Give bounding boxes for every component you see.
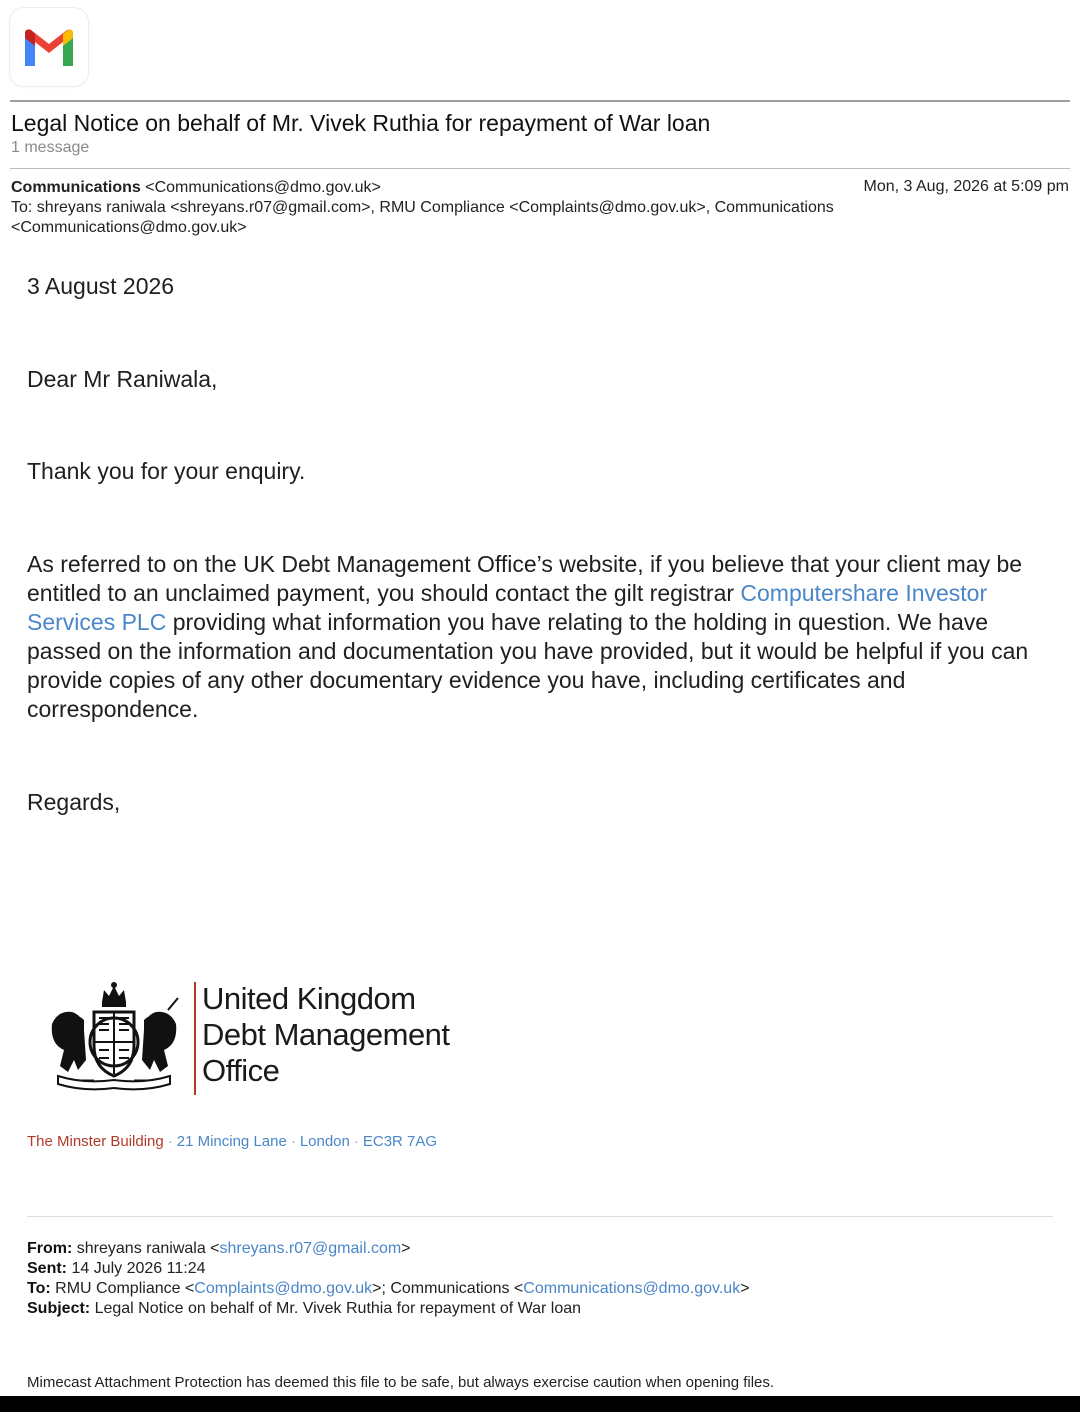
dmo-signature: [44, 980, 484, 1100]
gmail-logo-icon: [21, 26, 77, 68]
fwd-to-line: [27, 1279, 750, 1299]
fwd-sent-label: Sent:: [27, 1260, 67, 1277]
letter-thanks: Thank you for your enquiry.: [27, 458, 306, 484]
fwd-subject-value: Legal Notice on behalf of Mr. Vivek Ruthia for repayment of War loan: [94, 1300, 582, 1317]
sender-email: <Communications@dmo.gov.uk>: [145, 179, 381, 196]
fwd-to-email-2-link[interactable]: Communications@dmo.gov.uk: [523, 1280, 741, 1297]
fwd-to-close: >: [740, 1280, 750, 1297]
message-count: 1 message: [11, 139, 90, 156]
fwd-subject-label: Subject:: [27, 1300, 91, 1317]
dmo-address: [27, 1133, 437, 1150]
recipients-line-1: To: shreyans raniwala <shreyans.r07@gmail.com>, RMU Compliance <Complaints@dmo.gov.uk>, Communications: [11, 199, 834, 216]
fwd-to-name-2: >; Communications <: [372, 1280, 524, 1297]
address-city[interactable]: London: [299, 1133, 350, 1150]
fwd-from-name: shreyans raniwala <: [76, 1240, 220, 1257]
recipients-line-2: <Communications@dmo.gov.uk>: [11, 219, 247, 236]
fwd-from-line: [27, 1239, 411, 1259]
fwd-sent-value: 14 July 2026 11:24: [71, 1260, 206, 1277]
fwd-to-name-1: RMU Compliance <: [55, 1280, 195, 1297]
letter-date: 3 August 2026: [27, 273, 175, 299]
gmail-logo[interactable]: [10, 8, 88, 86]
org-name-line-2: Debt Management: [202, 1017, 450, 1052]
address-street[interactable]: 21 Mincing Lane: [176, 1133, 287, 1150]
email-subject: Legal Notice on behalf of Mr. Vivek Ruthia for repayment of War loan: [11, 110, 711, 136]
address-separator: ·: [353, 1133, 359, 1150]
email-date: Mon, 3 Aug, 2026 at 5:09 pm: [863, 178, 1069, 195]
sender-line: [11, 178, 381, 198]
letter-greeting: Dear Mr Raniwala,: [27, 366, 218, 392]
paragraph-text-1: As referred to on the UK Debt Management Office’s website, if you believe that your client may be entitled to an unclaimed payment, you should contact the gilt registrar: [27, 551, 1023, 606]
letter-paragraph: [27, 550, 1052, 724]
computershare-link[interactable]: Computershare Investor Services PLC: [27, 580, 988, 635]
sender-name[interactable]: Communications: [11, 179, 141, 196]
royal-coat-of-arms-icon: [44, 980, 184, 1095]
letter-closing: Regards,: [27, 789, 121, 815]
fwd-from-email-link[interactable]: shreyans.r07@gmail.com: [219, 1240, 402, 1257]
fwd-sent-line: [27, 1259, 205, 1279]
fwd-to-label: To:: [27, 1280, 51, 1297]
fwd-from-close: >: [401, 1240, 411, 1257]
forwarded-divider: [27, 1216, 1053, 1217]
org-name-line-3: Office: [202, 1053, 280, 1088]
address-postcode[interactable]: EC3R 7AG: [362, 1133, 438, 1150]
signature-divider: [194, 982, 196, 1095]
fwd-from-label: From:: [27, 1240, 73, 1257]
address-separator: ·: [167, 1133, 173, 1150]
bottom-bar: [0, 1396, 1080, 1412]
fwd-to-email-1-link[interactable]: Complaints@dmo.gov.uk: [194, 1280, 373, 1297]
header-divider: [10, 100, 1070, 102]
mimecast-notice: Mimecast Attachment Protection has deemed this file to be safe, but always exercise caution when opening files.: [27, 1374, 775, 1391]
org-name-line-1: United Kingdom: [202, 981, 416, 1016]
address-separator: ·: [290, 1133, 296, 1150]
fwd-subject-line: [27, 1299, 581, 1319]
address-building: The Minster Building: [27, 1133, 164, 1150]
paragraph-text-2: providing what information you have relating to the holding in question. We have passed on the information and documentation you have provided, but it would be helpful if you can provide copies of any other documentary evidence you have, including certificates and correspondence.: [27, 609, 1029, 722]
message-divider: [10, 168, 1070, 169]
